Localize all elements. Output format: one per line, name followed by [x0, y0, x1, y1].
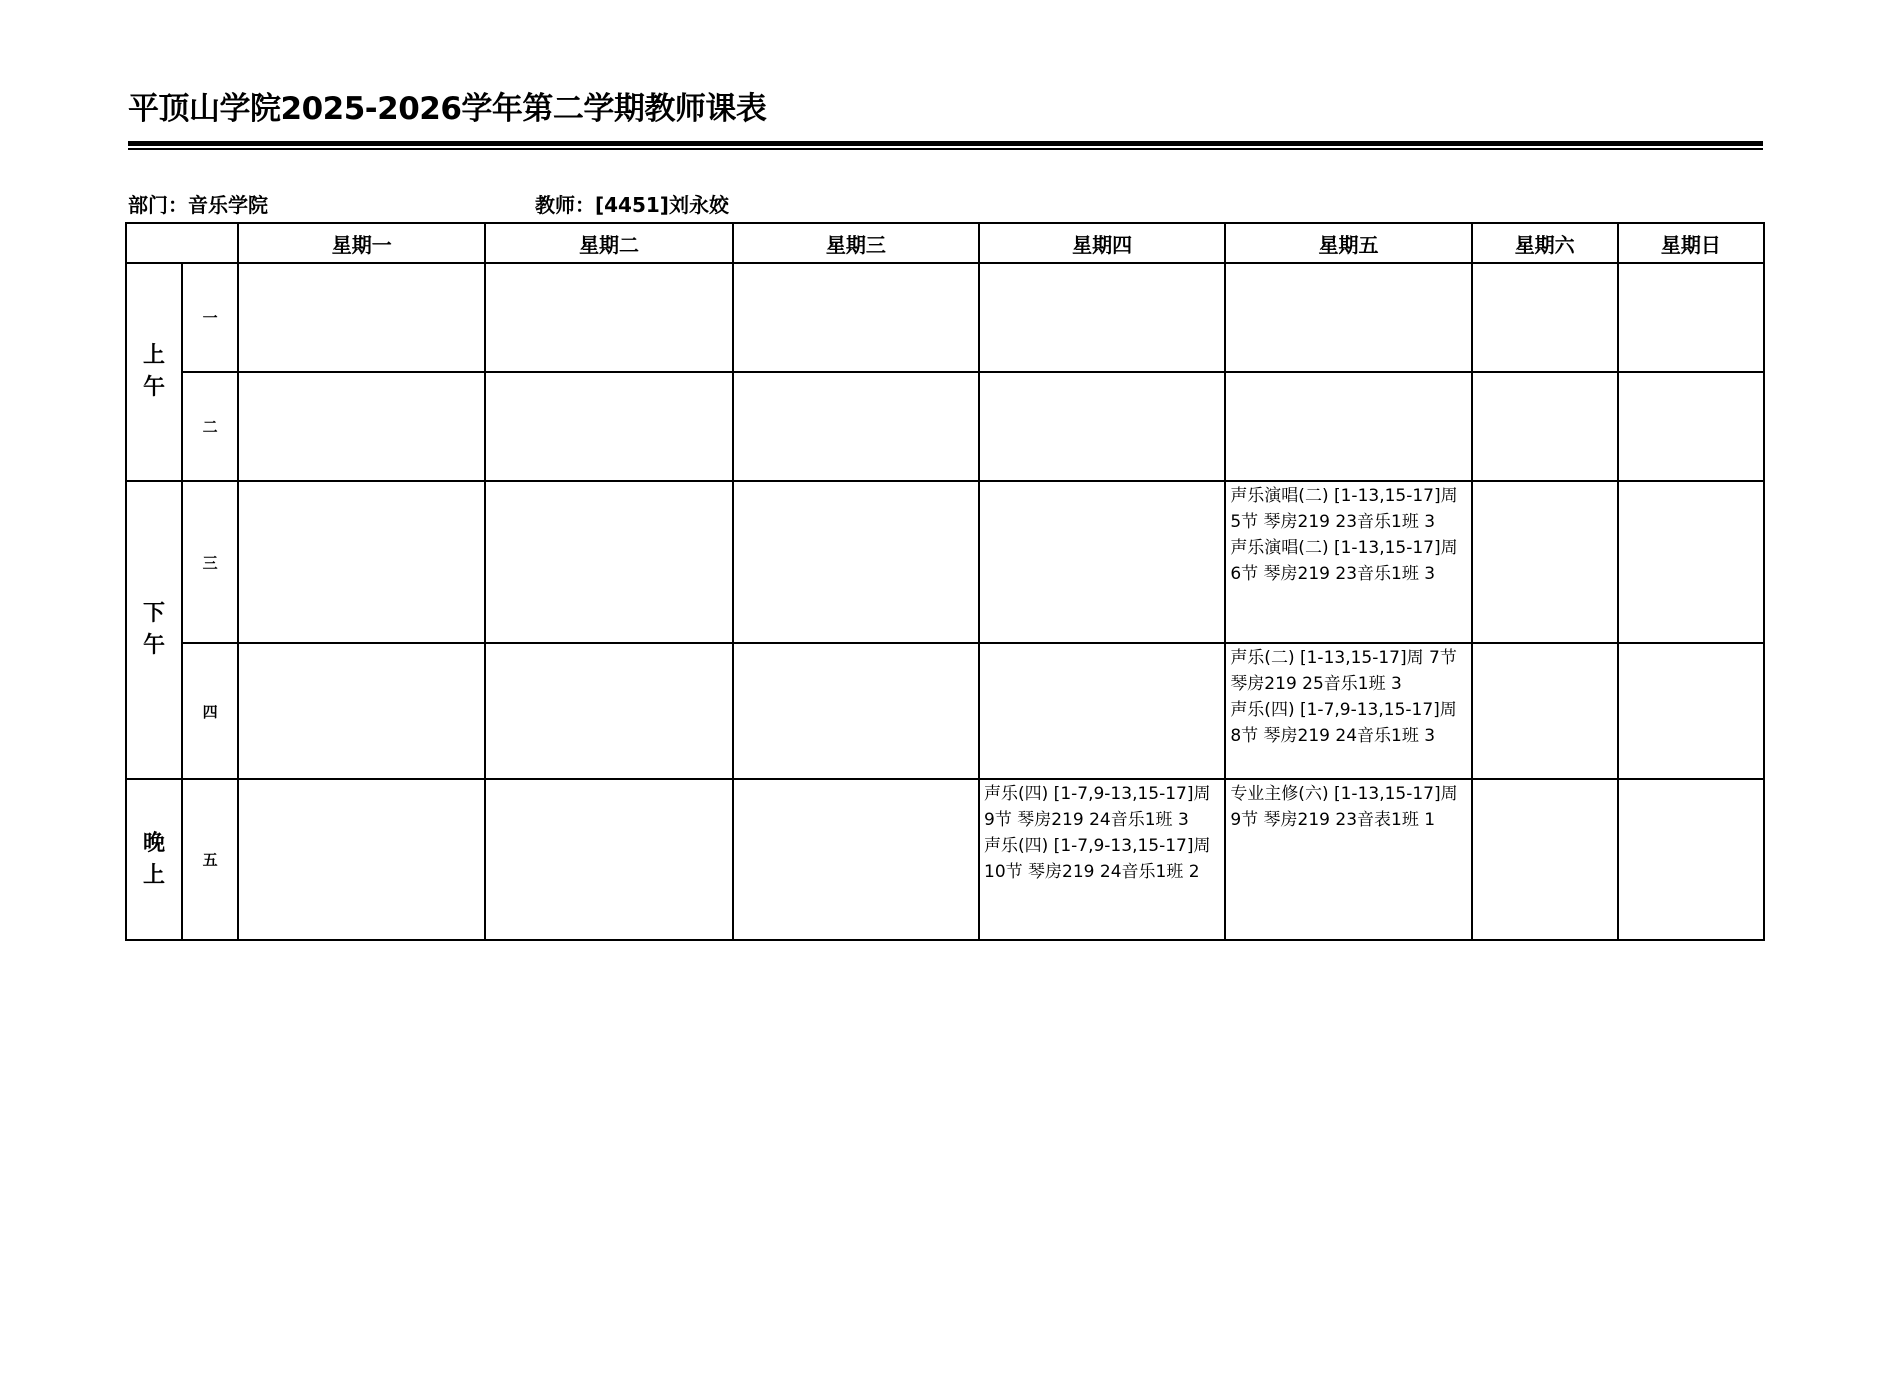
slot-p4-sat: [1472, 643, 1618, 779]
day-header-tuesday: 星期二: [485, 223, 732, 263]
slot-p2-sun: [1618, 372, 1764, 481]
slot-p4-sun: [1618, 643, 1764, 779]
slot-p2-thu: [979, 372, 1225, 481]
slot-p4-thu: [979, 643, 1225, 779]
slot-p3-tue: [485, 481, 732, 643]
slot-p1-thu: [979, 263, 1225, 372]
slot-p2-sat: [1472, 372, 1618, 481]
slot-p1-mon: [238, 263, 485, 372]
slot-p2-tue: [485, 372, 732, 481]
slot-p4-mon: [238, 643, 485, 779]
slot-p3-sat: [1472, 481, 1618, 643]
slot-p3-fri: [1225, 481, 1471, 643]
slot-p5-mon: [238, 779, 485, 940]
slot-p5-thu: [979, 779, 1225, 940]
teacher-label: 教师：[4451]刘永姣: [535, 193, 729, 217]
period-group-evening: 晚 上: [126, 779, 182, 940]
slot-p3-sun: [1618, 481, 1764, 643]
title-divider-thick: [128, 141, 1763, 146]
slot-p3-mon: [238, 481, 485, 643]
day-header-monday: 星期一: [238, 223, 485, 263]
slot-p3-wed: [733, 481, 979, 643]
slot-p5-wed: [733, 779, 979, 940]
course-entry: 声乐演唱(二) [1-13,15-17]周 6节 琴房219 23音乐1班 3: [1230, 538, 1458, 584]
title-divider-thin: [128, 148, 1763, 150]
period-row-4: [126, 643, 1764, 779]
slot-p1-wed: [733, 263, 979, 372]
slot-p2-wed: [733, 372, 979, 481]
period-group-afternoon: 下 午: [126, 481, 182, 779]
course-entry: 声乐(四) [1-7,9-13,15-17]周 9节 琴房219 24音乐1班 3: [984, 784, 1211, 830]
slot-p5-tue: [485, 779, 732, 940]
course-entry: 声乐(四) [1-7,9-13,15-17]周 8节 琴房219 24音乐1班 3: [1230, 700, 1457, 746]
page-title: 平顶山学院2025-2026学年第二学期教师课表: [128, 91, 767, 127]
period-label-1: 一: [182, 263, 238, 372]
timetable: [125, 222, 1765, 941]
slot-p4-wed: [733, 643, 979, 779]
period-label-2: 二: [182, 372, 238, 481]
header-row: [126, 223, 1764, 263]
period-row-2: [126, 372, 1764, 481]
period-row-5: [126, 779, 1764, 940]
course-entry: 专业主修(六) [1-13,15-17]周 9节 琴房219 23音表1班 1: [1230, 784, 1458, 830]
period-label-4: 四: [182, 643, 238, 779]
day-header-friday: 星期五: [1225, 223, 1471, 263]
slot-p5-sun: [1618, 779, 1764, 940]
slot-p4-tue: [485, 643, 732, 779]
period-label-5: 五: [182, 779, 238, 940]
header-corner: [126, 223, 238, 263]
slot-p5-sat: [1472, 779, 1618, 940]
period-label-3: 三: [182, 481, 238, 643]
day-header-thursday: 星期四: [979, 223, 1225, 263]
slot-p1-sun: [1618, 263, 1764, 372]
course-entry: 声乐(二) [1-13,15-17]周 7节 琴房219 25音乐1班 3: [1230, 648, 1457, 694]
period-row-1: [126, 263, 1764, 372]
slot-p2-mon: [238, 372, 485, 481]
day-header-sunday: 星期日: [1618, 223, 1764, 263]
course-entry: 声乐(四) [1-7,9-13,15-17]周 10节 琴房219 24音乐1班 2: [984, 836, 1211, 882]
course-entry: 声乐演唱(二) [1-13,15-17]周 5节 琴房219 23音乐1班 3: [1230, 486, 1458, 532]
department-label: 部门：音乐学院: [128, 193, 268, 217]
slot-p1-sat: [1472, 263, 1618, 372]
period-row-3: [126, 481, 1764, 643]
slot-p3-thu: [979, 481, 1225, 643]
day-header-wednesday: 星期三: [733, 223, 979, 263]
slot-p1-fri: [1225, 263, 1471, 372]
day-header-saturday: 星期六: [1472, 223, 1618, 263]
slot-p1-tue: [485, 263, 732, 372]
slot-p5-fri: [1225, 779, 1471, 940]
slot-p2-fri: [1225, 372, 1471, 481]
slot-p4-fri: [1225, 643, 1471, 779]
period-group-morning: 上 午: [126, 263, 182, 481]
